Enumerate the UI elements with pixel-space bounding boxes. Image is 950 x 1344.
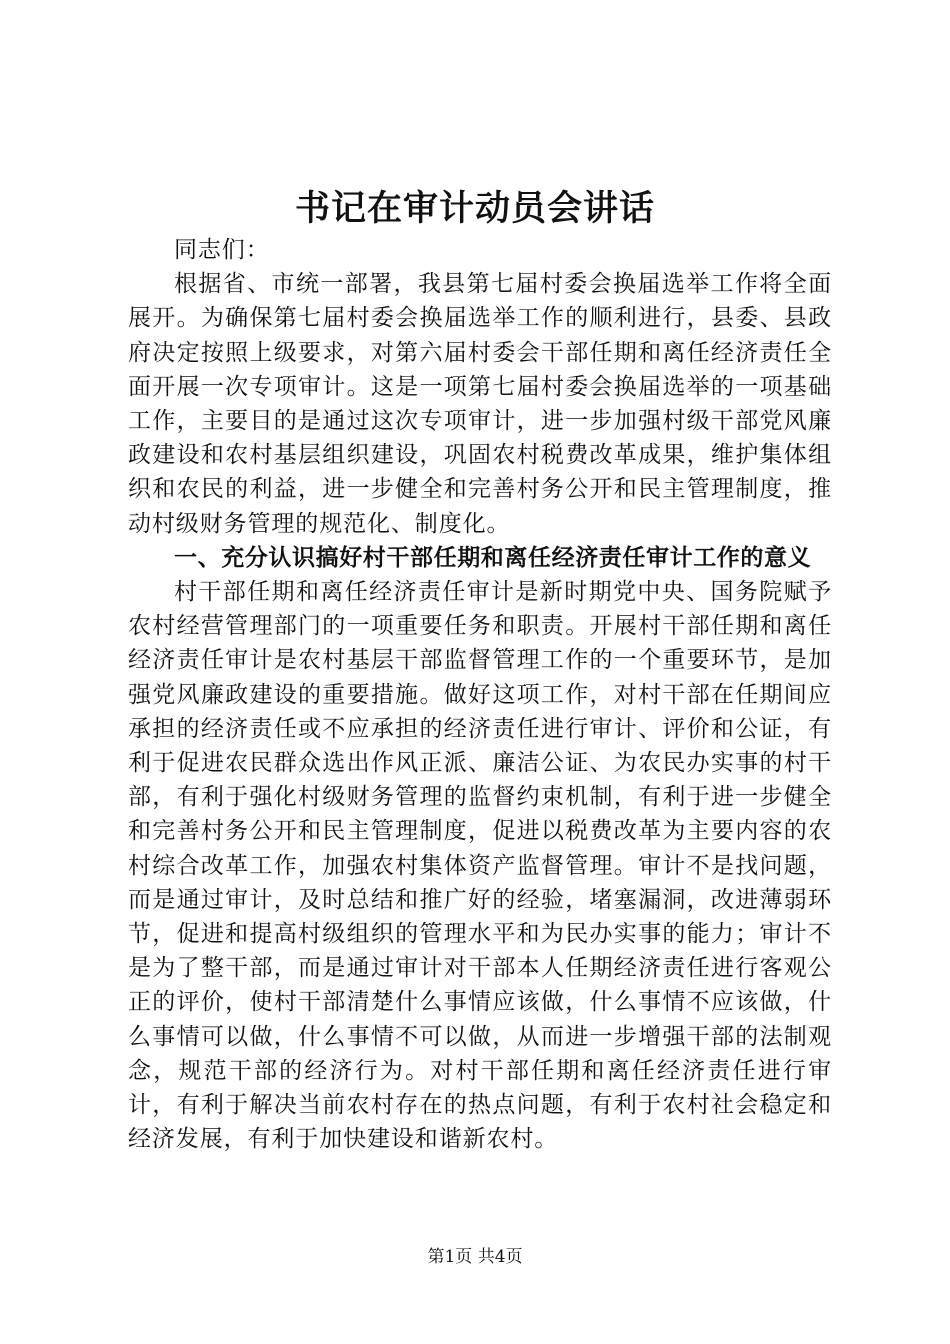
document-body bbox=[128, 233, 832, 1156]
page-footer bbox=[0, 1245, 950, 1269]
document-title: 书记在审计动员会讲话 bbox=[294, 188, 655, 229]
salutation: 同志们： bbox=[174, 237, 270, 263]
section-paragraph: 村干部任期和离任经济责任审计是新时期党中央、国务院赋予农村经营管理部门的一项重要任务和职责。开展村干部任期和离任经济责任审计是农村基层干部监督管理工作的一个重要环节，是加强党风廉政建设的重要措施。做好这项工作，对村干部在任期间应承担的经济责任或不应承担的经济责任进行审计、评价和公证，有利于促进农民群众选出作风正派、廉洁公证、为农民办实事的村干部，有利于强化村级财务管理的监督约束机制，有利于进一步健全和完善村务公开和民主管理制度，促进以税费改革为主要内容的农村综合改革工作，加强农村集体资产监督管理。审计不是找问题，而是通过审计，及时总结和推广好的经验，堵塞漏洞，改进薄弱环节，促进和提高村级组织的管理水平和为民办实事的能力；审计不是为了整干部，而是通过审计对干部本人任期经济责任进行客观公正的评价，使村干部清楚什么事情应该做，什么事情不应该做，什么事情可以做，什么事情不可以做，从而进一步增强干部的法制观念，规范干部的经济行为。对村干部任期和离任经济责任进行审计，有利于解决当前农村存在的热点问题，有利于农村社会稳定和经济发展，有利于加快建设和谐新农村。 bbox=[128, 579, 832, 1153]
page-number: 第1页 共4页 bbox=[427, 1247, 523, 1267]
section-heading: 一、充分认识搞好村干部任期和离任经济责任审计工作的意义 bbox=[174, 543, 812, 571]
intro-paragraph: 根据省、市统一部署，我县第七届村委会换届选举工作将全面展开。为确保第七届村委会换届选举工作的顺利进行，县委、县政府决定按照上级要求，对第六届村委会干部任期和离任经济责任全面开展一次专项审计。这是一项第七届村委会换届选举的一项基础工作，主要目的是通过这次专项审计，进一步加强村级干部党风廉政建设和农村基层组织建设，巩固农村税费改革成果，维护集体组织和农民的利益，进一步健全和完善村务公开和民主管理制度，推动村级财务管理的规范化、制度化。 bbox=[128, 271, 832, 537]
